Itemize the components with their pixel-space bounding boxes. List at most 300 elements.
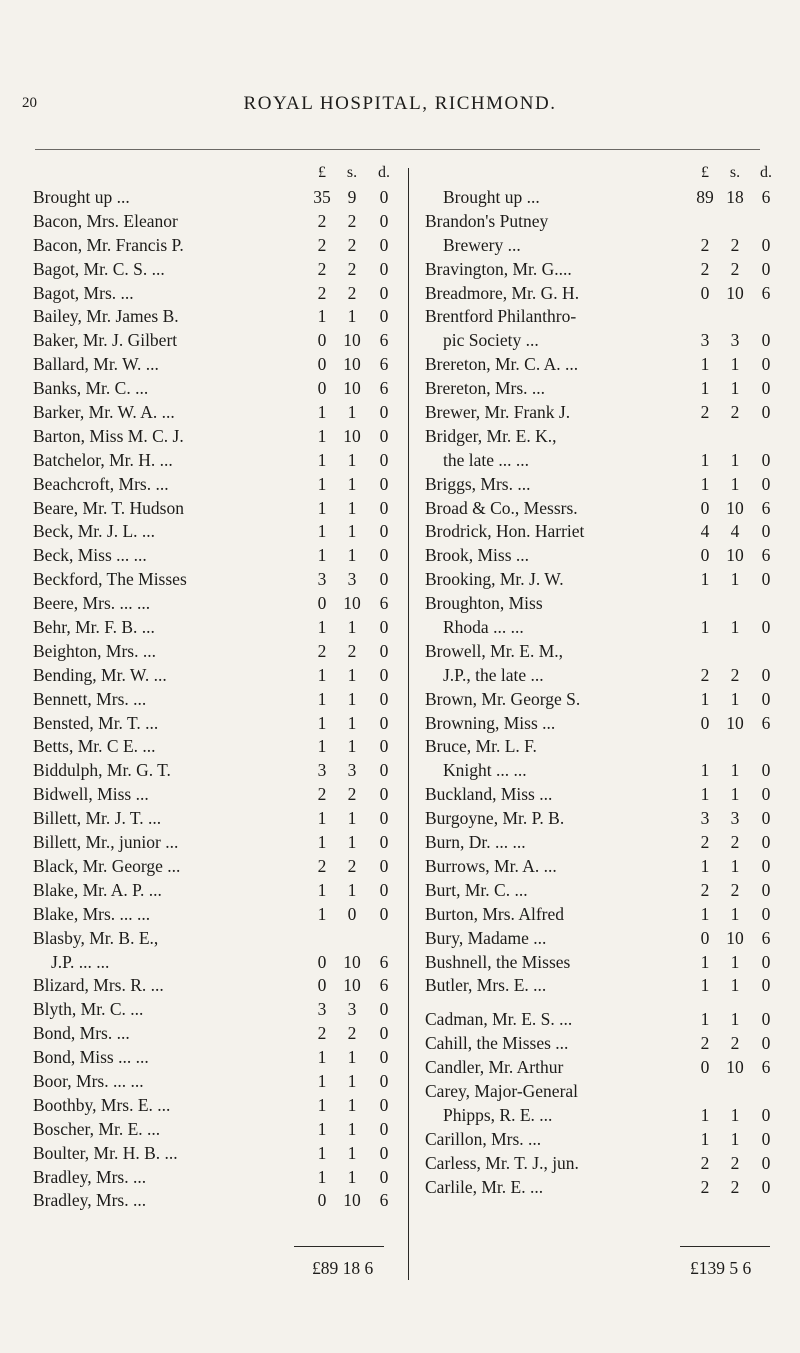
pounds-value: 0 [700, 497, 710, 518]
subscriber-name: Bailey, Mr. James B. [33, 306, 179, 327]
pence-value: 6 [761, 927, 771, 948]
subscriber-name: Banks, Mr. C. ... [33, 378, 149, 399]
subscriber-name: Bury, Madame ... [425, 927, 547, 948]
pence-value: 0 [761, 855, 771, 876]
shillings-value: 2 [730, 664, 740, 685]
pounds-value: 3 [317, 999, 327, 1020]
shillings-value: 1 [730, 760, 740, 781]
shillings-value: 10 [343, 378, 361, 399]
subscriber-row [33, 1071, 401, 1095]
pounds-value: 1 [700, 473, 710, 494]
pounds-value: 1 [317, 1166, 327, 1187]
pence-value: 0 [761, 449, 771, 470]
shillings-value: 1 [730, 354, 740, 375]
subscriber-name: Brandon's Putney [425, 210, 549, 231]
pounds-value: 2 [700, 664, 710, 685]
subscriber-row [425, 187, 771, 211]
pounds-value: 1 [700, 903, 710, 924]
subscriber-row [33, 330, 401, 354]
subscriber-name: Boor, Mrs. ... ... [33, 1070, 144, 1091]
pounds-value: 1 [700, 855, 710, 876]
subscriber-row [425, 641, 765, 665]
subscriber-name: Batchelor, Mr. H. ... [33, 449, 173, 470]
subscriber-row [33, 856, 401, 880]
subscriber-name: Blake, Mrs. ... ... [33, 903, 151, 924]
subscriber-name: Carillon, Mrs. ... [425, 1128, 542, 1149]
subscriber-name: Betts, Mr. C E. ... [33, 736, 156, 757]
shillings-value: 10 [343, 1190, 361, 1211]
subscriber-name: Burt, Mr. C. ... [425, 879, 528, 900]
pounds-value: 2 [317, 640, 327, 661]
shillings-header: s. [346, 164, 358, 181]
shillings-value: 3 [730, 808, 740, 829]
subscriber-row [33, 784, 401, 808]
subscriber-name: Brodrick, Hon. Harriet [425, 521, 585, 542]
pence-value: 0 [379, 234, 389, 255]
pence-value: 0 [761, 258, 771, 279]
subscriber-row [425, 354, 771, 378]
pence-value: 0 [761, 569, 771, 590]
shillings-value: 1 [347, 664, 357, 685]
pounds-value: 2 [700, 832, 710, 853]
subscriber-name: Rhoda ... ... [443, 617, 524, 638]
subscriber-row [425, 473, 771, 498]
pence-value: 0 [379, 664, 389, 685]
pounds-value: 2 [700, 258, 710, 279]
subscriber-name: Beck, Mr. J. L. ... [33, 521, 156, 542]
shillings-value: 1 [730, 784, 740, 805]
shillings-value: 1 [347, 688, 357, 709]
shillings-value: 1 [347, 879, 357, 900]
shillings-value: 1 [730, 903, 740, 924]
pence-value: 6 [761, 712, 771, 733]
subscriber-name: Boulter, Mr. H. B. ... [33, 1142, 178, 1163]
shillings-value: 2 [347, 640, 357, 661]
pence-value: 6 [761, 282, 771, 303]
subscriber-row [33, 474, 401, 498]
pence-value: 0 [761, 378, 771, 399]
subscriber-name: Browell, Mr. E. M., [425, 640, 564, 661]
pence-value: 0 [761, 617, 771, 638]
pence-value: 0 [761, 402, 771, 423]
subscriber-name: Buckland, Miss ... [425, 784, 553, 805]
subscriber-name: J.P., the late ... [443, 664, 544, 685]
pounds-value: 0 [317, 975, 327, 996]
subscriber-name: Burgoyne, Mr. P. B. [425, 808, 565, 829]
subscriber-row [425, 808, 771, 832]
subscriber-row [425, 306, 765, 330]
pence-value: 0 [761, 760, 771, 781]
shillings-value: 2 [347, 784, 357, 805]
pounds-value: 2 [700, 1176, 710, 1197]
pounds-value: 0 [700, 282, 710, 303]
shillings-value: 10 [343, 354, 361, 375]
pounds-value: 1 [700, 354, 710, 375]
pounds-value: 2 [700, 1152, 710, 1173]
right-column [425, 164, 772, 1200]
pence-value: 0 [379, 1094, 389, 1115]
subscriber-row [33, 259, 401, 283]
left-column [33, 164, 401, 1214]
shillings-value: 1 [347, 712, 357, 733]
pence-value: 0 [379, 855, 389, 876]
shillings-value: 2 [347, 855, 357, 876]
pounds-header: £ [318, 164, 326, 181]
shillings-value: 2 [347, 1023, 357, 1044]
shillings-value: 1 [347, 497, 357, 518]
subscriber-row [425, 497, 771, 522]
subscriber-row [33, 402, 401, 426]
pounds-value: 1 [700, 975, 710, 996]
pence-value: 6 [761, 1057, 771, 1078]
pence-value: 0 [761, 664, 771, 685]
pounds-value: 2 [317, 258, 327, 279]
pence-value: 0 [379, 736, 389, 757]
subscriber-row [425, 784, 771, 808]
pounds-value: 1 [317, 617, 327, 638]
right-total-rule [680, 1246, 770, 1247]
shillings-value: 1 [730, 473, 740, 494]
shillings-value: 4 [730, 521, 740, 542]
subscriber-row [425, 903, 771, 928]
left-total-rule [294, 1246, 384, 1247]
shillings-value: 1 [730, 1009, 740, 1030]
subscriber-row [425, 951, 771, 976]
subscriber-name: Butler, Mrs. E. ... [425, 975, 547, 996]
shillings-value: 18 [726, 187, 744, 207]
pence-value: 0 [379, 187, 389, 207]
subscriber-row [425, 664, 771, 689]
shillings-value: 1 [347, 521, 357, 542]
subscriber-row [33, 808, 401, 832]
pence-value: 0 [379, 617, 389, 638]
shillings-value: 1 [347, 473, 357, 494]
subscriber-name: Bidwell, Miss ... [33, 784, 149, 805]
subscriber-name: Bagot, Mr. C. S. ... [33, 258, 165, 279]
subscriber-name: Blizard, Mrs. R. ... [33, 975, 164, 996]
subscriber-row [33, 211, 401, 235]
subscriber-name: Boscher, Mr. E. ... [33, 1118, 161, 1139]
pence-value: 6 [379, 378, 389, 399]
pence-value: 0 [761, 234, 771, 255]
subscriber-name: Bruce, Mr. L. F. [425, 736, 537, 757]
pounds-header: £ [701, 164, 709, 181]
pence-value: 0 [379, 640, 389, 661]
shillings-value: 3 [730, 330, 740, 351]
pounds-value: 0 [317, 1190, 327, 1211]
pounds-value: 1 [700, 784, 710, 805]
pounds-value: 1 [700, 1128, 710, 1149]
pounds-value: 1 [317, 1118, 327, 1139]
subscriber-row [425, 1104, 771, 1129]
pence-value: 0 [379, 449, 389, 470]
shillings-value: 1 [347, 449, 357, 470]
shillings-value: 10 [726, 712, 744, 733]
subscriber-row [425, 593, 765, 617]
shillings-value: 1 [730, 378, 740, 399]
left-total: £89 18 6 [312, 1258, 374, 1278]
pounds-value: 1 [317, 521, 327, 542]
subscriber-row [33, 187, 401, 211]
subscriber-name: Bensted, Mr. T. ... [33, 712, 159, 733]
pence-value: 0 [379, 1047, 389, 1068]
pence-value: 0 [379, 210, 389, 231]
shillings-value: 2 [347, 234, 357, 255]
pence-value: 0 [379, 688, 389, 709]
subscriber-name: Carlile, Mr. E. ... [425, 1176, 544, 1197]
subscriber-row [33, 665, 401, 689]
subscriber-row [33, 713, 401, 737]
pounds-value: 89 [696, 187, 714, 207]
pence-value: 0 [761, 1009, 771, 1030]
pounds-value: 0 [317, 378, 327, 399]
pounds-value: 2 [700, 234, 710, 255]
pence-value: 6 [761, 497, 771, 518]
pounds-value: 0 [700, 1057, 710, 1078]
pounds-value: 1 [317, 736, 327, 757]
subscriber-row [425, 927, 771, 952]
pence-value: 0 [761, 1176, 771, 1197]
subscriber-row [425, 258, 771, 283]
shillings-value: 1 [347, 1166, 357, 1187]
pounds-value: 2 [700, 402, 710, 423]
right-total: £139 5 6 [690, 1258, 752, 1278]
subscriber-row [425, 426, 765, 450]
currency-header-left [33, 164, 401, 187]
subscriber-row [33, 1095, 401, 1119]
pence-value: 6 [379, 354, 389, 375]
pounds-value: 4 [700, 521, 710, 542]
subscriber-name: Bushnell, the Misses [425, 951, 571, 972]
column-divider [408, 168, 409, 1280]
pence-value: 6 [761, 187, 771, 207]
subscriber-row [33, 1190, 401, 1214]
subscriber-row [425, 1033, 771, 1057]
subscriber-name: Phipps, R. E. ... [443, 1104, 553, 1125]
pounds-value: 0 [317, 951, 327, 972]
pounds-value: 1 [700, 1009, 710, 1030]
pence-value: 0 [379, 497, 389, 518]
shillings-value: 1 [347, 402, 357, 423]
subscriber-name: Bennett, Mrs. ... [33, 688, 147, 709]
shillings-value: 1 [347, 1118, 357, 1139]
pounds-value: 1 [317, 1047, 327, 1068]
subscriber-name: Candler, Mr. Arthur [425, 1057, 564, 1078]
pence-value: 0 [761, 975, 771, 996]
subscriber-name: Brought up ... [33, 187, 130, 207]
subscriber-name: Beere, Mrs. ... ... [33, 593, 151, 614]
subscriber-name: Billett, Mr., junior ... [33, 832, 179, 853]
subscriber-row [425, 712, 771, 737]
shillings-value: 9 [347, 187, 357, 207]
pence-value: 0 [379, 1023, 389, 1044]
shillings-value: 10 [343, 951, 361, 972]
subscriber-name: Beare, Mr. T. Hudson [33, 497, 184, 518]
pence-value: 6 [761, 545, 771, 566]
pounds-value: 0 [317, 330, 327, 351]
subscriber-name: Carless, Mr. T. J., jun. [425, 1152, 579, 1173]
pounds-value: 2 [317, 210, 327, 231]
pence-value: 0 [761, 521, 771, 542]
subscriber-row [33, 498, 401, 522]
pounds-value: 2 [317, 1023, 327, 1044]
subscriber-name: Blake, Mr. A. P. ... [33, 879, 162, 900]
pounds-value: 3 [700, 330, 710, 351]
subscriber-name: Biddulph, Mr. G. T. [33, 760, 171, 781]
subscriber-name: Barker, Mr. W. A. ... [33, 402, 175, 423]
subscriber-row [33, 928, 401, 952]
pence-value: 0 [379, 760, 389, 781]
pounds-value: 0 [700, 712, 710, 733]
pence-value: 0 [379, 712, 389, 733]
subscriber-name: Blasby, Mr. B. E., [33, 927, 159, 948]
subscriber-name: Bagot, Mrs. ... [33, 282, 134, 303]
pence-value: 0 [761, 330, 771, 351]
pounds-value: 35 [313, 187, 331, 207]
pounds-value: 3 [317, 760, 327, 781]
pence-value: 0 [761, 903, 771, 924]
subscriber-row [425, 879, 771, 904]
pence-value: 0 [761, 808, 771, 829]
pence-value: 0 [761, 688, 771, 709]
subscriber-name: Brooking, Mr. J. W. [425, 569, 564, 590]
subscriber-row [33, 450, 401, 474]
subscriber-row [425, 211, 765, 235]
subscriber-name: Bacon, Mrs. Eleanor [33, 210, 178, 231]
subscriber-name: Bacon, Mr. Francis P. [33, 234, 184, 255]
left-entries [33, 187, 401, 1214]
shillings-value: 10 [726, 282, 744, 303]
subscriber-row [425, 1057, 771, 1081]
pence-value: 0 [379, 1118, 389, 1139]
pence-value: 0 [379, 1142, 389, 1163]
shillings-value: 10 [726, 1057, 744, 1078]
shillings-value: 10 [726, 545, 744, 566]
subscriber-row [33, 952, 401, 976]
pence-value: 6 [379, 593, 389, 614]
pence-value: 0 [379, 282, 389, 303]
subscriber-name: Bending, Mr. W. ... [33, 664, 167, 685]
right-entries [425, 187, 771, 1200]
subscriber-row [425, 449, 771, 474]
shillings-value: 2 [730, 1033, 740, 1054]
shillings-value: 10 [726, 497, 744, 518]
pounds-value: 1 [317, 903, 327, 924]
pounds-value: 1 [700, 378, 710, 399]
subscriber-row [33, 569, 401, 593]
shillings-value: 1 [347, 545, 357, 566]
subscriber-row [33, 545, 401, 569]
shillings-value: 2 [730, 832, 740, 853]
subscriber-name: Burrows, Mr. A. ... [425, 855, 557, 876]
pence-value: 0 [761, 832, 771, 853]
shillings-value: 1 [347, 306, 357, 327]
subscriber-row [33, 1119, 401, 1143]
shillings-value: 1 [347, 736, 357, 757]
subscriber-row [33, 760, 401, 784]
pence-header: d. [378, 164, 390, 181]
subscriber-row [425, 855, 771, 880]
subscriber-name: Baker, Mr. J. Gilbert [33, 330, 178, 351]
subscriber-name: J.P. ... ... [51, 951, 110, 972]
pence-value: 6 [379, 975, 389, 996]
subscriber-name: Broad & Co., Messrs. [425, 497, 578, 518]
pounds-value: 3 [317, 569, 327, 590]
subscriber-row [425, 569, 771, 593]
pence-value: 0 [379, 258, 389, 279]
currency-header-right [425, 164, 772, 187]
shillings-header: s. [729, 164, 741, 181]
shillings-value: 10 [343, 330, 361, 351]
subscriber-row [33, 975, 401, 999]
subscriber-name: Bond, Mrs. ... [33, 1023, 130, 1044]
shillings-value: 10 [343, 593, 361, 614]
subscriber-row [33, 1167, 401, 1191]
page-number: 20 [22, 95, 37, 111]
subscriber-row [425, 975, 771, 999]
pounds-value: 0 [317, 354, 327, 375]
pence-value: 0 [761, 473, 771, 494]
subscriber-row [33, 617, 401, 641]
pounds-value: 1 [700, 760, 710, 781]
pounds-value: 1 [700, 617, 710, 638]
shillings-value: 3 [347, 999, 357, 1020]
pence-value: 6 [379, 951, 389, 972]
pounds-value: 1 [317, 1094, 327, 1115]
shillings-value: 2 [730, 879, 740, 900]
pounds-value: 1 [317, 688, 327, 709]
shillings-value: 1 [730, 569, 740, 590]
subscriber-row [33, 426, 401, 450]
subscriber-name: Brown, Mr. George S. [425, 688, 581, 709]
pence-value: 0 [761, 879, 771, 900]
shillings-value: 1 [347, 1047, 357, 1068]
shillings-value: 3 [347, 760, 357, 781]
subscriber-name: Brewery ... [443, 234, 521, 255]
shillings-value: 2 [347, 258, 357, 279]
shillings-value: 0 [347, 903, 357, 924]
subscriber-row [33, 354, 401, 378]
shillings-value: 2 [347, 282, 357, 303]
pounds-value: 1 [317, 879, 327, 900]
pounds-value: 1 [700, 688, 710, 709]
subscriber-name: Bridger, Mr. E. K., [425, 425, 557, 446]
pence-header: d. [760, 164, 772, 181]
pounds-value: 1 [317, 832, 327, 853]
pounds-value: 0 [317, 593, 327, 614]
subscriber-row [33, 521, 401, 545]
shillings-value: 2 [730, 258, 740, 279]
pence-value: 0 [379, 832, 389, 853]
shillings-value: 2 [730, 1152, 740, 1173]
shillings-value: 10 [343, 975, 361, 996]
subscriber-name: Beck, Miss ... ... [33, 545, 147, 566]
subscriber-name: Beachcroft, Mrs. ... [33, 473, 169, 494]
shillings-value: 1 [730, 688, 740, 709]
pounds-value: 1 [700, 569, 710, 590]
pounds-value: 3 [700, 808, 710, 829]
shillings-value: 10 [343, 425, 361, 446]
pence-value: 0 [379, 521, 389, 542]
subscriber-row [33, 904, 401, 928]
subscriber-name: Brewer, Mr. Frank J. [425, 402, 571, 423]
subscriber-row [33, 283, 401, 307]
subscriber-name: Knight ... ... [443, 760, 527, 781]
pence-value: 0 [761, 1152, 771, 1173]
pence-value: 6 [379, 330, 389, 351]
pence-value: 0 [761, 1104, 771, 1125]
pence-value: 0 [379, 402, 389, 423]
